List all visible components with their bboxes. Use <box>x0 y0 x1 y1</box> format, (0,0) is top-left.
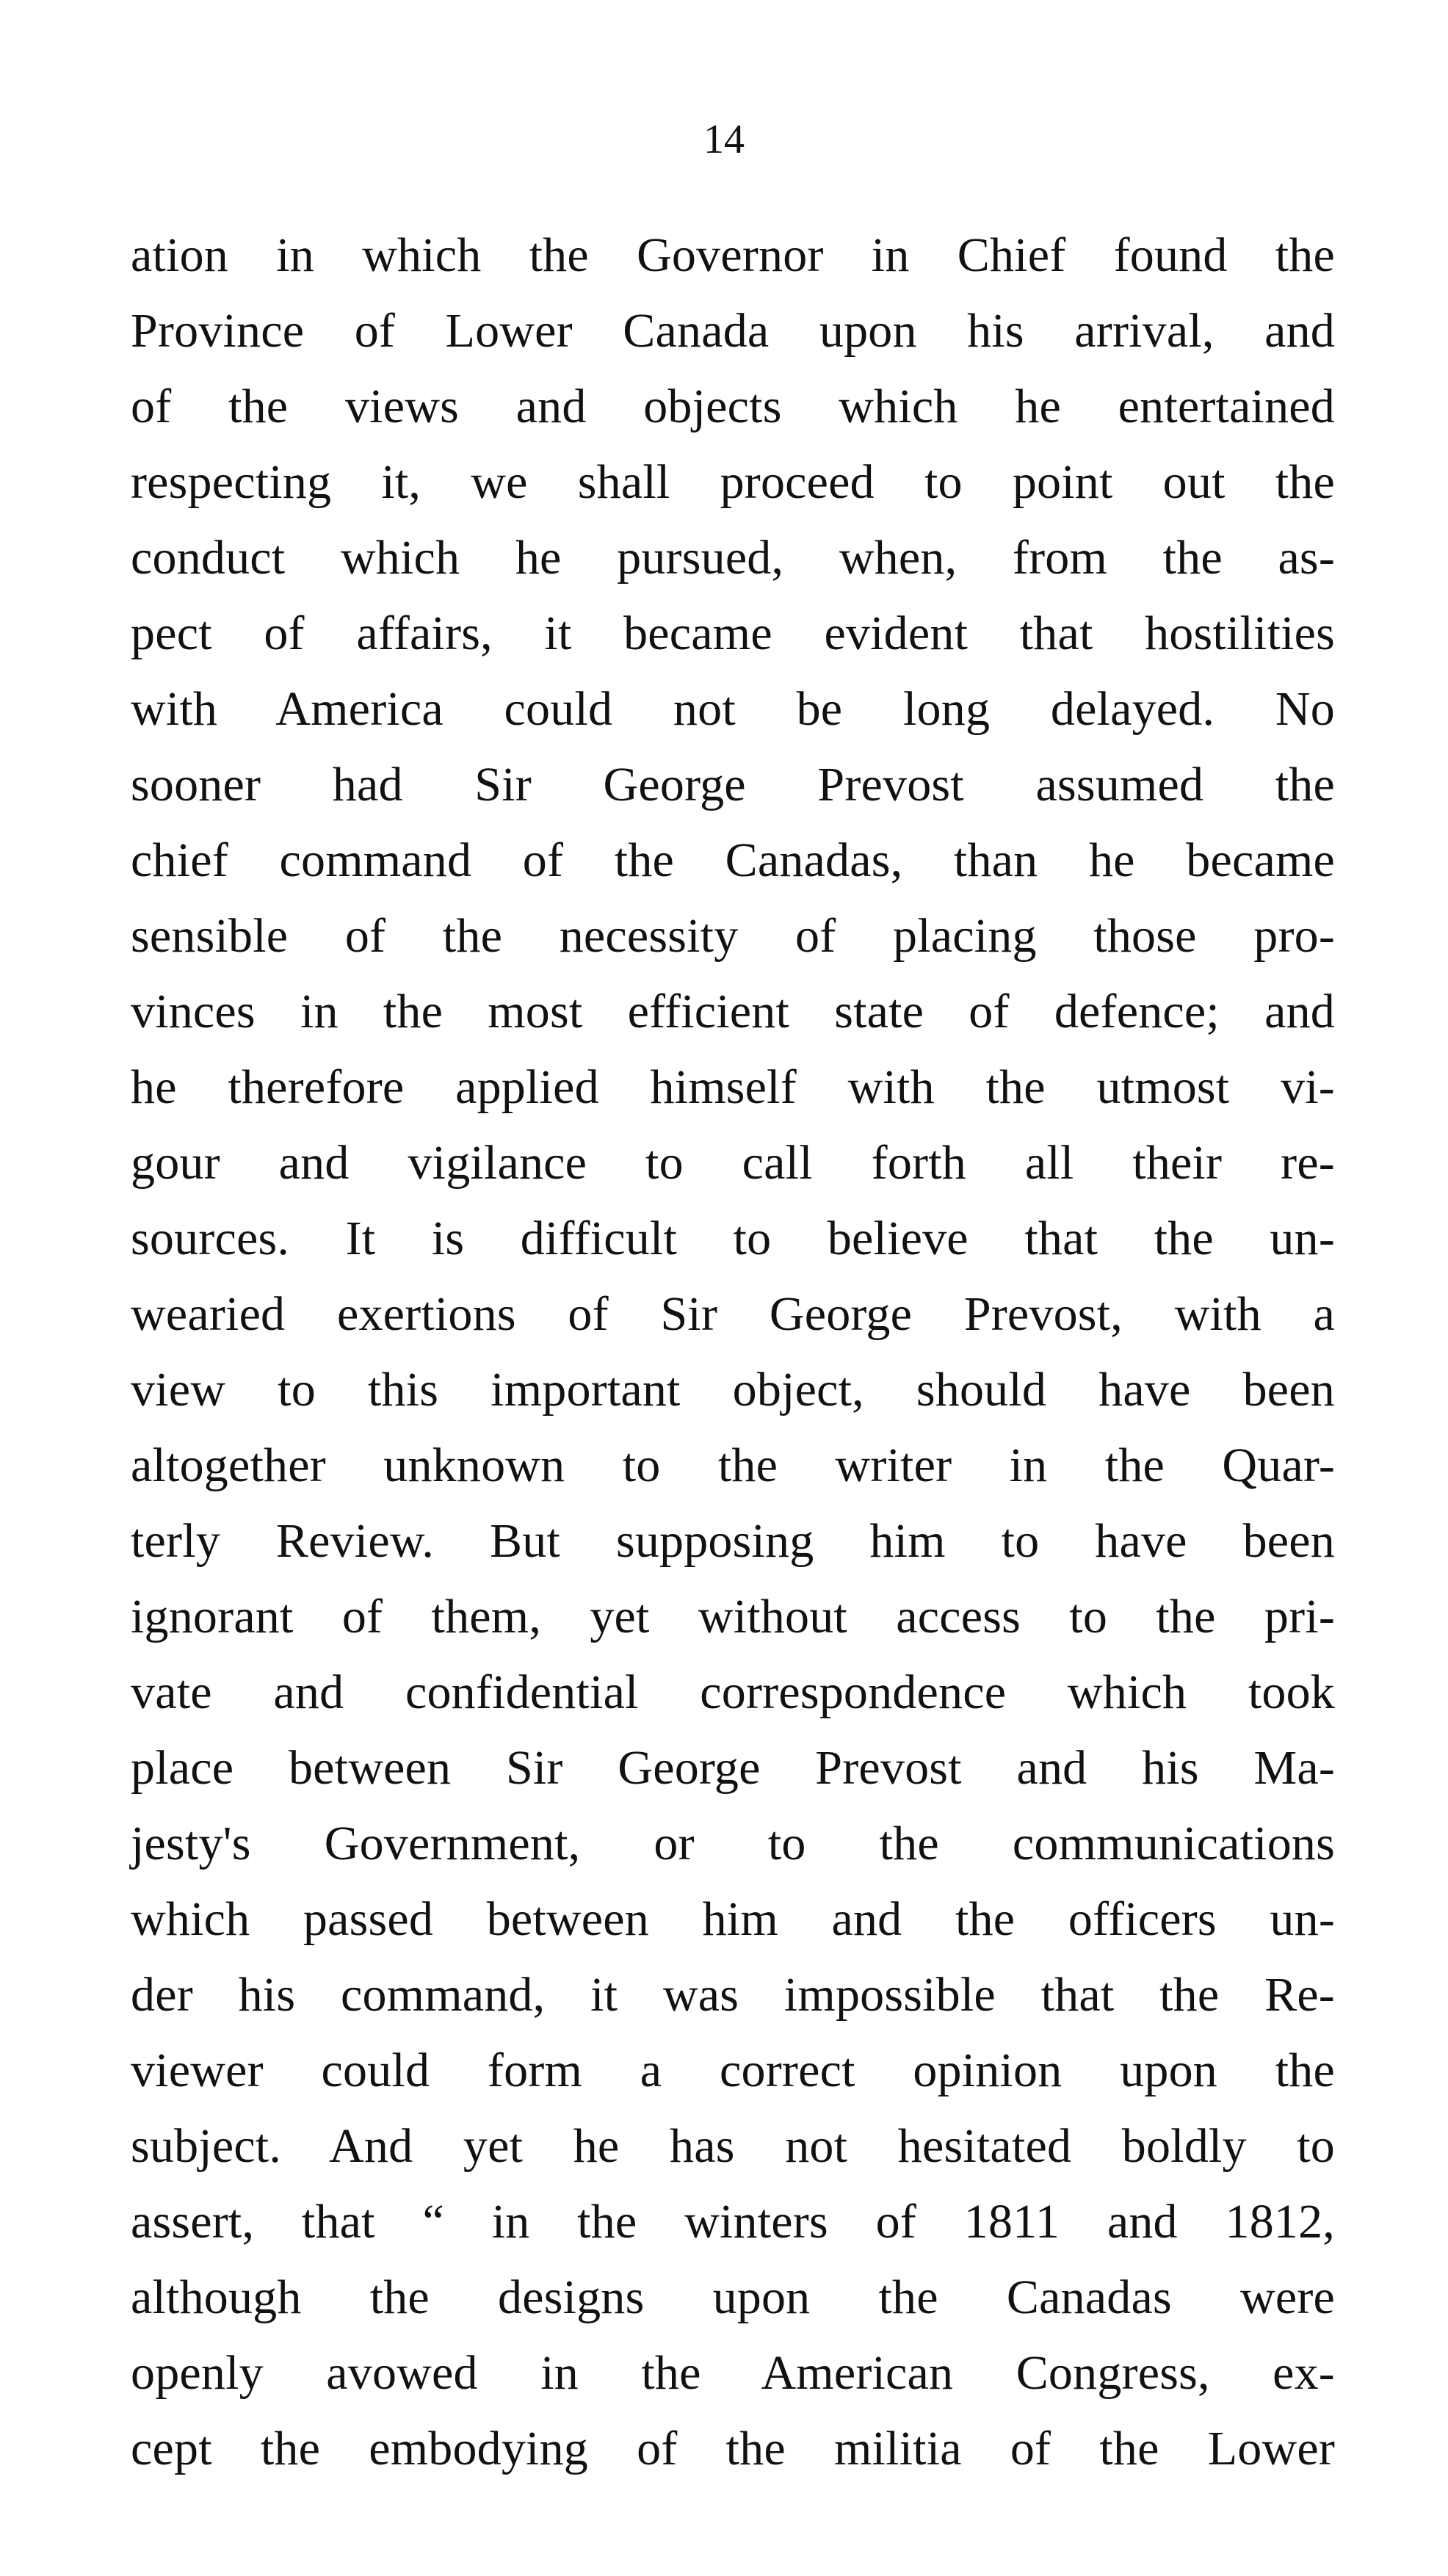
text-line: openly avowed in the American Congress, ex- <box>131 2346 1335 2400</box>
text-line: altogether unknown to the writer in the Quar- <box>131 1439 1335 1492</box>
text-line: subject. And yet he has not hesitated boldly to <box>131 2119 1335 2173</box>
text-line: viewer could form a correct opinion upon the <box>131 2044 1335 2097</box>
text-line: which passed between him and the officers un- <box>131 1892 1335 1946</box>
text-line: chief command of the Canadas, than he became <box>131 833 1335 887</box>
text-line: terly Review. But supposing him to have been <box>131 1514 1335 1568</box>
text-line: with America could not be long delayed. No <box>131 682 1335 736</box>
text-line: sources. It is difficult to believe that the un- <box>131 1212 1335 1265</box>
body-text <box>131 217 1335 2486</box>
text-line: gour and vigilance to call forth all their re- <box>131 1136 1335 1190</box>
text-line: wearied exertions of Sir George Prevost, with a <box>131 1287 1335 1341</box>
text-line: view to this important object, should have been <box>131 1363 1335 1417</box>
text-line: he therefore applied himself with the utmost vi- <box>131 1060 1335 1114</box>
text-line: vinces in the most efficient state of defence; and <box>131 985 1335 1038</box>
text-line: sooner had Sir George Prevost assumed the <box>131 758 1335 811</box>
text-line: conduct which he pursued, when, from the as- <box>131 531 1335 585</box>
text-line: place between Sir George Prevost and his Ma- <box>131 1741 1335 1795</box>
text-line: cept the embodying of the militia of the Lower <box>131 2422 1335 2475</box>
page-number: 14 <box>703 117 745 162</box>
text-line: der his command, it was impossible that the Re- <box>131 1968 1335 2022</box>
text-line: pect of affairs, it became evident that hostilities <box>131 607 1335 660</box>
text-line: jesty's Government, or to the communications <box>131 1817 1335 1870</box>
text-line: assert, that “ in the winters of 1811 and 1812, <box>131 2195 1335 2248</box>
text-line: vate and confidential correspondence which took <box>131 1665 1335 1719</box>
text-line: respecting it, we shall proceed to point out the <box>131 455 1335 509</box>
text-line: ation in which the Governor in Chief found the <box>131 228 1335 282</box>
text-line: although the designs upon the Canadas were <box>131 2271 1335 2324</box>
text-line: of the views and objects which he entertained <box>131 380 1335 433</box>
text-line: sensible of the necessity of placing those pro- <box>131 909 1335 963</box>
text-line: Province of Lower Canada upon his arrival, and <box>131 304 1335 358</box>
text-line: ignorant of them, yet without access to the pri- <box>131 1590 1335 1643</box>
